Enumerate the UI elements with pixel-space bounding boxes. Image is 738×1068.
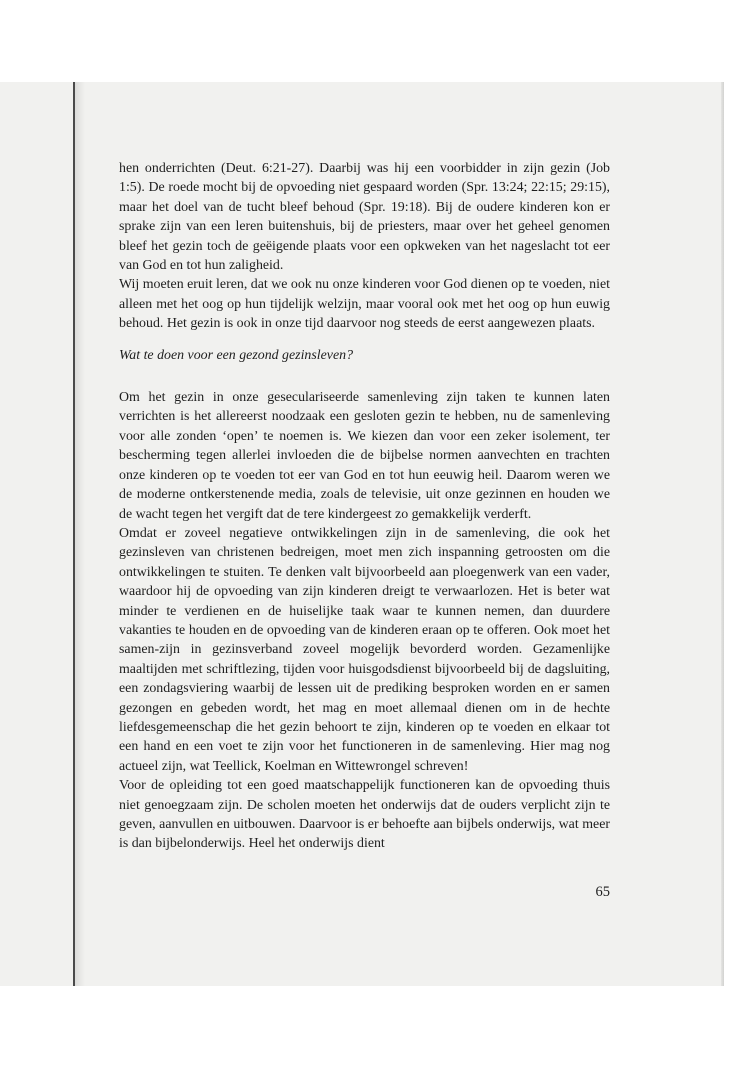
page-number: 65 bbox=[595, 884, 610, 900]
paragraph-3: Om het gezin in onze geseculariseerde samenleving zijn taken te kunnen laten verrichten is het allereerst noodzaak een gesloten gezin te hebben, nu de samenleving voor alle zonden ‘open’ te noemen is. We kiezen dan voor een zeker isolement, ter bescherming tegen allerlei invloeden die de bijbelse normen aanvechten en trachten onze kinderen op te voeden tot eer van God en tot hun eeuwig heil. Daarom weren we de moderne ontkerstenende media, zoals de televisie, uit onze gezinnen en houden we de wacht tegen het vergift dat de tere kindergeest zo gemakkelijk verderft. bbox=[119, 390, 610, 522]
paragraph-5: Voor de opleiding tot een goed maatschappelijk functioneren kan de opvoeding thuis niet genoegzaam zijn. De scholen moeten het onderwijs dat de ouders verplicht zijn te geven, aanvullen en uitbouwen. Daarvoor is er behoefte aan bijbels onderwijs, wat meer is dan bijbelonderwijs. Heel het onderwijs dient bbox=[119, 778, 610, 852]
section-heading: Wat te doen voor een gezond gezinsleven? bbox=[119, 347, 354, 363]
paragraph-2: Wij moeten eruit leren, dat we ook nu onze kinderen voor God dienen op te voeden, niet alleen met het oog op hun tijdelijk welzijn, maar vooral ook met het oog op hun euwig behoud. Het gezin is ook in onze tijd daarvoor nog steeds de eerst aangewezen plaats. bbox=[119, 277, 610, 332]
binding-shadow bbox=[75, 82, 85, 986]
paragraph-1: hen onderrichten (Deut. 6:21-27). Daarbij was hij een voorbidder in zijn gezin (Job 1:5). De roede mocht bij de opvoeding niet gespaard worden (Spr. 13:24; 22:15; 29:15), maar het doel van de tucht bleef behoud (Spr. 19:18). Bij de oudere kinderen kon er sprake zijn van een leren buitenshuis, bij de priesters, maar over het geheel genomen bleef het gezin toch de geëigende plaats voor een opkweken van het nageslacht tot eer van God en tot hun zaligheid. bbox=[119, 161, 610, 274]
paragraph-4: Omdat er zoveel negatieve ontwikkelingen zijn in de samenleving, die ook het gezinsleven van christenen bedreigen, moet men zich inspanning getroosten om die ontwikkelingen te stuiten. Te denken valt bijvoorbeeld aan ploegenwerk van een vader, waardoor hij de opvoeding van zijn kinderen dreigt te verwaarlozen. Het is beter wat minder te verdienen en de huiselijke taak waar te kunnen nemen, dan duurdere vakanties te houden en de opvoeding van de kinderen eraan op te offeren. Ook moet het samen-zijn in gezinsverband zoveel mogelijk bevorderd worden. Gezamenlijke maaltijden met schriftlezing, tijden voor huisgodsdienst bijvoorbeeld bij de dagsluiting, een zondagsviering waarbij de lessen uit de prediking besproken worden en er samen gezongen en gebeden wordt, het mag en moet allemaal dienen om in de hechte liefdesgemeenschap die het gezin behoort te zijn, kinderen op te voeden en elkaar tot een hand en een voet te zijn voor het functioneren in de samenleving. Hier mag nog actueel zijn, wat Teellick, Koelman en Wittewrongel schreven! bbox=[119, 525, 610, 774]
body-text bbox=[119, 159, 610, 854]
paper-right-edge bbox=[721, 82, 724, 986]
